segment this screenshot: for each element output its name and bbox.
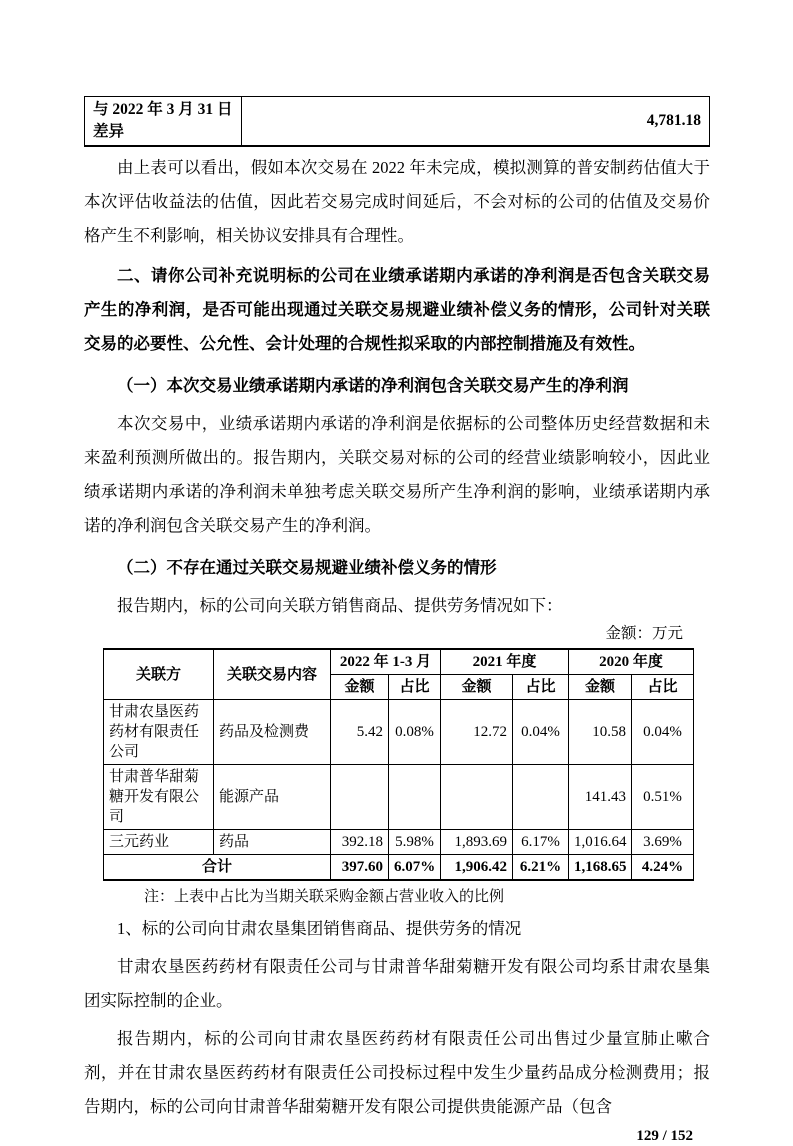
paragraph-transaction-timing: 由上表可以看出，假如本次交易在 2022 年未完成，模拟测算的普安制药估值大于本次评估收益法的估值，因此若交易完成时间延后，不会对标的公司的估值及交易价格产生不利影响，相关协议安排具有合理性。 bbox=[84, 158, 710, 245]
cell-ratio-2022: 5.98% bbox=[389, 830, 441, 855]
valuation-difference-table bbox=[84, 96, 710, 147]
subsection-heading-2: （二）不存在通过关联交易规避业绩补偿义务的情形 bbox=[117, 558, 497, 577]
total-amount-2022: 397.60 bbox=[331, 855, 389, 881]
cell-amount-2020: 10.58 bbox=[569, 700, 632, 765]
cell-amount-2021 bbox=[441, 765, 513, 830]
header-period-2022: 2022 年 1-3 月 bbox=[331, 649, 441, 675]
cell-ratio-2022: 0.08% bbox=[389, 700, 441, 765]
header-content: 关联交易内容 bbox=[214, 649, 331, 700]
table-row bbox=[104, 765, 694, 830]
cell-amount-2021: 12.72 bbox=[441, 700, 513, 765]
header-amount-2022: 金额 bbox=[331, 675, 389, 700]
cell-content: 药品 bbox=[214, 830, 331, 855]
cell-amount-2020: 141.43 bbox=[569, 765, 632, 830]
cell-ratio-2022 bbox=[389, 765, 441, 830]
header-ratio-2020: 占比 bbox=[632, 675, 694, 700]
header-ratio-2022: 占比 bbox=[389, 675, 441, 700]
cell-content: 药品及检测费 bbox=[214, 700, 331, 765]
total-label: 合计 bbox=[104, 855, 331, 881]
cell-ratio-2020: 0.04% bbox=[632, 700, 694, 765]
header-amount-2020: 金额 bbox=[569, 675, 632, 700]
cell-ratio-2021: 0.04% bbox=[513, 700, 569, 765]
cell-ratio-2020: 3.69% bbox=[632, 830, 694, 855]
header-amount-2021: 金额 bbox=[441, 675, 513, 700]
cell-content: 能源产品 bbox=[214, 765, 331, 830]
cell-amount-2022: 5.42 bbox=[331, 700, 389, 765]
amount-unit-label: 金额：万元 bbox=[605, 625, 683, 642]
header-period-2020: 2020 年度 bbox=[569, 649, 694, 675]
cell-party: 三元药业 bbox=[104, 830, 214, 855]
page-number: 129 / 152 bbox=[636, 1128, 693, 1144]
cell-ratio-2021 bbox=[513, 765, 569, 830]
cell-ratio-2020: 0.51% bbox=[632, 765, 694, 830]
cell-amount-2020: 1,016.64 bbox=[569, 830, 632, 855]
total-ratio-2021: 6.21% bbox=[513, 855, 569, 881]
header-party: 关联方 bbox=[104, 649, 214, 700]
total-ratio-2020: 4.24% bbox=[632, 855, 694, 881]
difference-row-label: 与 2022 年 3 月 31 日差异 bbox=[85, 97, 242, 147]
table-row bbox=[85, 97, 710, 147]
section-heading-2: 二、请你公司补充说明标的公司在业绩承诺期内承诺的净利润是否包含关联交易产生的净利润，是否可能出现通过关联交易规避业绩补偿义务的情形，公司针对关联交易的必要性、公允性、会计处理的合规性拟采取的内部控制措施及有效性。 bbox=[84, 266, 710, 353]
cell-amount-2022 bbox=[331, 765, 389, 830]
table-note: 注：上表中占比为当期关联采购金额占营业收入的比例 bbox=[144, 889, 505, 905]
total-amount-2021: 1,906.42 bbox=[441, 855, 513, 881]
total-amount-2020: 1,168.65 bbox=[569, 855, 632, 881]
difference-row-value: 4,781.18 bbox=[242, 97, 710, 147]
cell-amount-2022: 392.18 bbox=[331, 830, 389, 855]
total-ratio-2022: 6.07% bbox=[389, 855, 441, 881]
cell-amount-2021: 1,893.69 bbox=[441, 830, 513, 855]
cell-party: 甘肃普华甜菊糖开发有限公司 bbox=[104, 765, 214, 830]
table-total-row bbox=[104, 855, 694, 881]
cell-party: 甘肃农垦医药药材有限责任公司 bbox=[104, 700, 214, 765]
table-header-row bbox=[104, 649, 694, 675]
table-row bbox=[104, 700, 694, 765]
header-period-2021: 2021 年度 bbox=[441, 649, 569, 675]
subsection-heading-1: （一）本次交易业绩承诺期内承诺的净利润包含关联交易产生的净利润 bbox=[117, 376, 629, 395]
table-row bbox=[104, 830, 694, 855]
paragraph-table-intro: 报告期内，标的公司向关联方销售商品、提供劳务情况如下： bbox=[117, 596, 563, 615]
paragraph-promised-profit: 本次交易中，业绩承诺期内承诺的净利润是依据标的公司整体历史经营数据和未来盈利预测所做出的。报告期内，关联交易对标的公司的经营业绩影响较小，因此业绩承诺期内承诺的净利润未单独考虑关联交易所产生净利润的影响，业绩承诺期内承诺的净利润包含关联交易产生的净利润。 bbox=[84, 414, 710, 535]
related-party-table bbox=[103, 648, 694, 881]
list-item-1-heading: 1、标的公司向甘肃农垦集团销售商品、提供劳务的情况 bbox=[117, 919, 522, 938]
header-ratio-2021: 占比 bbox=[513, 675, 569, 700]
cell-ratio-2021: 6.17% bbox=[513, 830, 569, 855]
paragraph-sales-detail: 报告期内，标的公司向甘肃农垦医药药材有限责任公司出售过少量宣肺止嗽合剂，并在甘肃农垦医药药材有限责任公司投标过程中发生少量药品成分检测费用；报告期内，标的公司向甘肃普华甜菊糖开发有限公司提供贵能源产品（包含 bbox=[84, 1029, 710, 1116]
paragraph-group-control: 甘肃农垦医药药材有限责任公司与甘肃普华甜菊糖开发有限公司均系甘肃农垦集团实际控制的企业。 bbox=[84, 957, 710, 1010]
